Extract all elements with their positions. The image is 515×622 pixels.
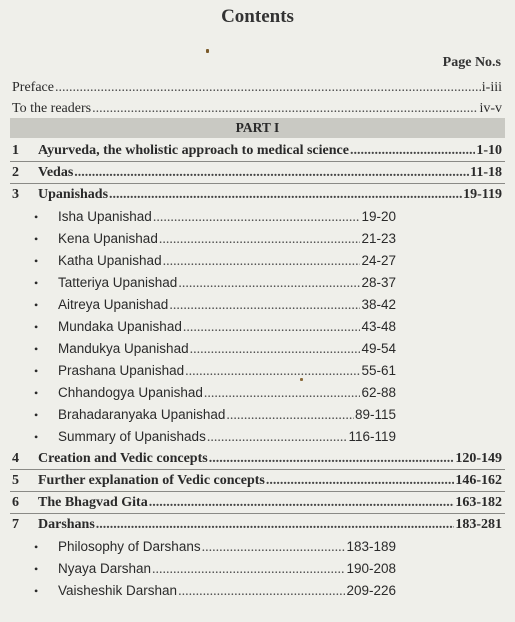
leader-dots <box>207 428 348 448</box>
chapter-number: 6 <box>12 495 19 510</box>
subentry-pages: 43-48 <box>361 319 396 334</box>
ink-speck <box>206 49 209 53</box>
part-heading: PART I <box>10 118 505 138</box>
leader-dots <box>226 406 354 426</box>
toc-entry-readers[interactable] <box>12 99 502 119</box>
subentry-pages: 19-20 <box>361 209 396 224</box>
subentry-label: Aitreya Upanishad <box>58 297 169 312</box>
divider <box>10 469 505 470</box>
leader-dots <box>92 99 478 119</box>
chapter-number: 3 <box>12 187 19 202</box>
toc-subentry[interactable] <box>34 295 396 315</box>
toc-chapter-6[interactable] <box>12 493 502 513</box>
leader-dots <box>266 471 454 491</box>
subentry-label: Isha Upanishad <box>58 209 152 224</box>
leader-dots <box>209 449 455 469</box>
page-title: Contents <box>221 6 294 27</box>
chapter-pages: 1-10 <box>476 143 502 158</box>
page-nos-header: Page No.s <box>442 55 501 70</box>
bullet-icon: • <box>34 298 39 312</box>
leader-dots <box>204 384 361 404</box>
subentry-pages: 209-226 <box>346 583 396 598</box>
bullet-icon: • <box>34 210 39 224</box>
leader-dots <box>169 296 360 316</box>
subentry-label: Katha Upanishad <box>58 253 162 268</box>
subentry-pages: 89-115 <box>354 407 396 422</box>
chapter-number: 1 <box>12 143 19 158</box>
chapter-pages: 19-119 <box>463 187 502 202</box>
subentry-pages: 62-88 <box>361 385 396 400</box>
chapter-label: Creation and Vedic concepts <box>38 451 208 466</box>
bullet-icon: • <box>34 364 39 378</box>
leader-dots <box>185 362 360 382</box>
chapter-label: Ayurveda, the wholistic approach to medical science <box>38 143 349 158</box>
toc-subentry[interactable] <box>34 427 396 447</box>
leader-dots <box>159 230 361 250</box>
bullet-icon: • <box>34 232 39 246</box>
chapter-label: The Bhagvad Gita <box>38 495 148 510</box>
toc-chapter-7[interactable] <box>12 515 502 535</box>
bullet-icon: • <box>34 584 39 598</box>
toc-subentry[interactable] <box>34 251 396 271</box>
divider <box>10 183 505 184</box>
subentry-pages: 49-54 <box>361 341 396 356</box>
chapter-pages: 120-149 <box>455 451 502 466</box>
subentry-label: Tatteriya Upanishad <box>58 275 178 290</box>
leader-dots <box>55 78 481 98</box>
leader-dots <box>190 340 361 360</box>
leader-dots <box>183 318 361 338</box>
bullet-icon: • <box>34 342 39 356</box>
toc-subentry[interactable] <box>34 339 396 359</box>
toc-subentry[interactable] <box>34 537 396 557</box>
subentry-pages: 55-61 <box>361 363 396 378</box>
subentry-label: Philosophy of Darshans <box>58 539 201 554</box>
divider <box>10 513 505 514</box>
toc-chapter-1[interactable] <box>12 141 502 161</box>
chapter-number: 5 <box>12 473 19 488</box>
entry-label: Preface <box>12 80 54 95</box>
bullet-icon: • <box>34 254 39 268</box>
bullet-icon: • <box>34 408 39 422</box>
bullet-icon: • <box>34 540 39 554</box>
leader-dots <box>96 515 455 535</box>
bullet-icon: • <box>34 320 39 334</box>
entry-label: To the readers <box>12 101 92 116</box>
leader-dots <box>350 141 475 161</box>
subentry-label: Brahadaranyaka Upanishad <box>58 407 226 422</box>
leader-dots <box>153 208 361 228</box>
chapter-label: Darshans <box>38 517 95 532</box>
toc-subentry[interactable] <box>34 229 396 249</box>
subentry-label: Mandukya Upanishad <box>58 341 189 356</box>
subentry-pages: 183-189 <box>346 539 396 554</box>
leader-dots <box>178 582 345 602</box>
toc-subentry[interactable] <box>34 383 396 403</box>
chapter-pages: 163-182 <box>455 495 502 510</box>
subentry-label: Prashana Upanishad <box>58 363 185 378</box>
leader-dots <box>109 185 462 205</box>
toc-subentry[interactable] <box>34 317 396 337</box>
chapter-label: Further explanation of Vedic concepts <box>38 473 265 488</box>
toc-chapter-4[interactable] <box>12 449 502 469</box>
toc-subentry[interactable] <box>34 559 396 579</box>
subentry-label: Summary of Upanishads <box>58 429 206 444</box>
subentry-pages: 24-27 <box>361 253 396 268</box>
toc-subentry[interactable] <box>34 273 396 293</box>
bullet-icon: • <box>34 430 39 444</box>
chapter-pages: 11-18 <box>470 165 502 180</box>
ink-speck <box>300 378 303 381</box>
bullet-icon: • <box>34 562 39 576</box>
chapter-label: Vedas <box>38 165 74 180</box>
leader-dots <box>163 252 361 272</box>
chapter-number: 2 <box>12 165 19 180</box>
leader-dots <box>152 560 345 580</box>
leader-dots <box>74 163 469 183</box>
subentry-pages: 190-208 <box>346 561 396 576</box>
chapter-pages: 183-281 <box>455 517 502 532</box>
toc-subentry[interactable] <box>34 361 396 381</box>
entry-pages: iv-v <box>479 101 502 116</box>
leader-dots <box>149 493 455 513</box>
divider <box>10 161 505 162</box>
subentry-label: Mundaka Upanishad <box>58 319 182 334</box>
leader-dots <box>178 274 360 294</box>
toc-chapter-3[interactable] <box>12 185 502 205</box>
toc-subentry[interactable] <box>34 581 396 601</box>
bullet-icon: • <box>34 386 39 400</box>
toc-chapter-5[interactable] <box>12 471 502 491</box>
chapter-number: 4 <box>12 451 19 466</box>
entry-pages: i-iii <box>481 80 502 95</box>
subentry-pages: 21-23 <box>361 231 396 246</box>
subentry-label: Nyaya Darshan <box>58 561 152 576</box>
subentry-pages: 116-119 <box>348 429 396 444</box>
divider <box>10 491 505 492</box>
toc-entry-preface[interactable] <box>12 78 502 98</box>
toc-subentry[interactable] <box>34 207 396 227</box>
subentry-label: Kena Upanishad <box>58 231 158 246</box>
chapter-pages: 146-162 <box>455 473 502 488</box>
subentry-pages: 28-37 <box>361 275 396 290</box>
toc-chapter-2[interactable] <box>12 163 502 183</box>
subentry-label: Chhandogya Upanishad <box>58 385 203 400</box>
subentry-label: Vaisheshik Darshan <box>58 583 178 598</box>
subentry-pages: 38-42 <box>361 297 396 312</box>
toc-subentry[interactable] <box>34 405 396 425</box>
bullet-icon: • <box>34 276 39 290</box>
chapter-label: Upanishads <box>38 187 109 202</box>
leader-dots <box>202 538 346 558</box>
chapter-number: 7 <box>12 517 19 532</box>
